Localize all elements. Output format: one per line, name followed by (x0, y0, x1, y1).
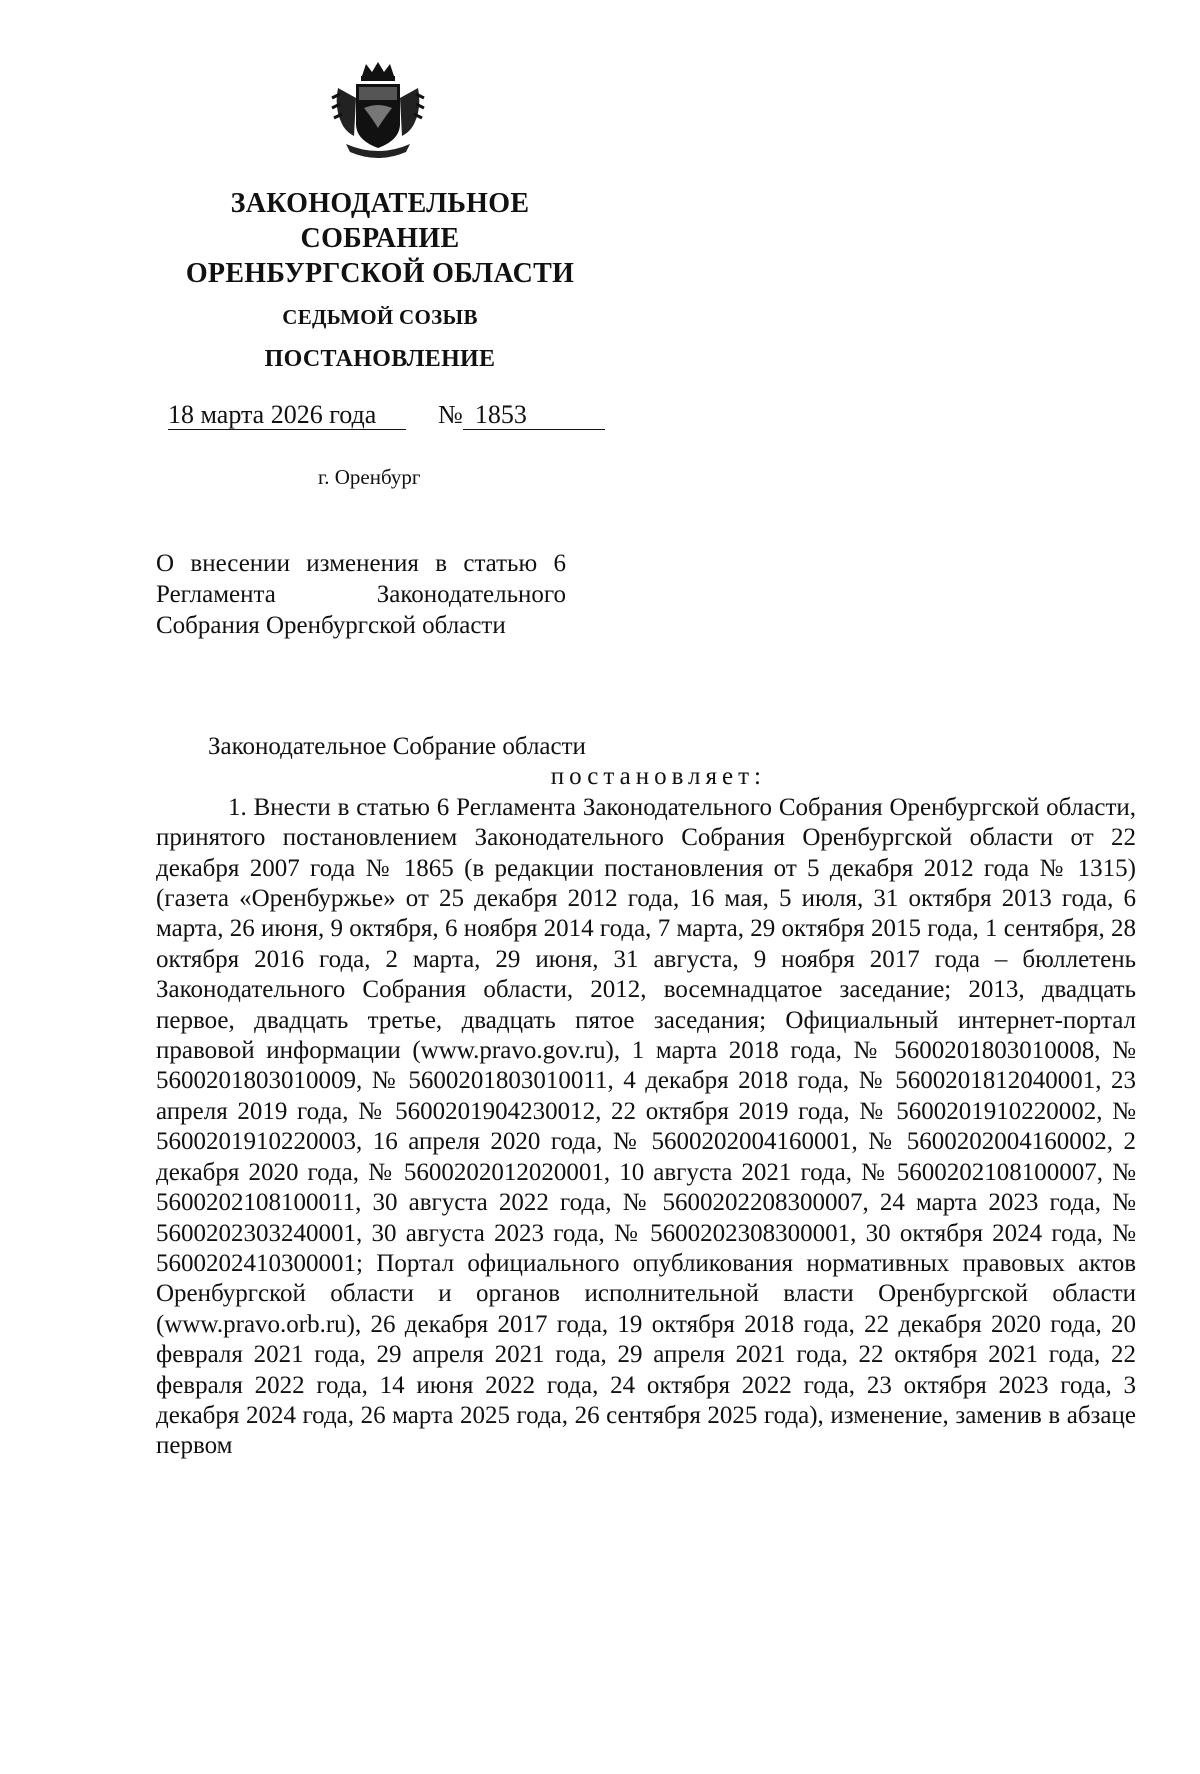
city: г. Оренбург (318, 465, 421, 489)
document-header (150, 186, 610, 373)
document-type: ПОСТАНОВЛЕНИЕ (264, 346, 496, 372)
registration-line (168, 400, 605, 430)
coat-of-arms-icon (328, 58, 428, 162)
document-body (156, 732, 1136, 1462)
org-name-line-1: ЗАКОНОДАТЕЛЬНОЕ (230, 188, 530, 219)
org-name-line-3: ОРЕНБУРГСКОЙ ОБЛАСТИ (185, 258, 575, 289)
preamble: Законодательное Собрание области (208, 733, 586, 760)
paragraph-1: 1. Внести в статью 6 Регламента Законодательного Собрания Оренбургской области, принятого постановлением Законодательного Собрания Оренбургской области от 22 декабря 2007 года № 1865 (в редакции постановления от 5 декабря 2012 года № 1315) (газета «Оренбуржье» от 25 декабря 2012 года, 16 мая, 5 июля, 31 октября 2013 года, 6 марта, 26 июня, 9 октября, 6 ноября 2014 года, 7 марта, 29 октября 2015 года, 1 сентября, 28 октября 2016 года, 2 марта, 29 июня, 31 августа, 9 ноября 2017 года – бюллетень Законодательного Собрания области, 2012, восемнадцатое заседание; 2013, двадцать первое, двадцать третье, двадцать пятое заседания; Официальный интернет-портал правовой информации (www.pravo.gov.ru), 1 марта 2018 года, № 5600201803010008, № 5600201803010009, № 5600201803010011, 4 декабря 2018 года, № 5600201812040001, 23 апреля 2019 года, № 5600201904230012, 22 октября 2019 года, № 5600201910220002, № 5600201910220003, 16 апреля 2020 года, № 5600202004160001, № 5600202004160002, 2 декабря 2020 года, № 5600202012020001, 10 августа 2021 года, № 5600202108100007, № 5600202108100011, 30 августа 2022 года, № 5600202208300007, 24 марта 2023 года, № 5600202303240001, 30 августа 2023 года, № 5600202308300001, 30 октября 2024 года, № 5600202410300001; Портал официального опубликования нормативных правовых актов Оренбургской области и органов исполнительной власти Оренбургской области (www.pravo.orb.ru), 26 декабря 2017 года, 19 октября 2018 года, 22 декабря 2020 года, 20 февраля 2021 года, 29 апреля 2021 года, 29 апреля 2021 года, 22 октября 2021 года, 22 февраля 2022 года, 14 июня 2022 года, 24 октября 2022 года, 23 октября 2023 года, 3 декабря 2024 года, 26 марта 2025 года, 26 сентября 2025 года), изменение, заменив в абзаце первом (156, 793, 1136, 1460)
decree-word: постановляет: (550, 763, 766, 791)
convocation: СЕДЬМОЙ СОЗЫВ (282, 305, 478, 329)
number-sign: № (438, 400, 463, 429)
org-name-line-2: СОБРАНИЕ (300, 223, 460, 254)
document-number: 1853 (463, 401, 605, 430)
document-subject: О внесении изменения в статью 6 Регламента Законодательного Собрания Оренбургской области (156, 550, 566, 639)
document-date: 18 марта 2026 года (168, 401, 406, 430)
